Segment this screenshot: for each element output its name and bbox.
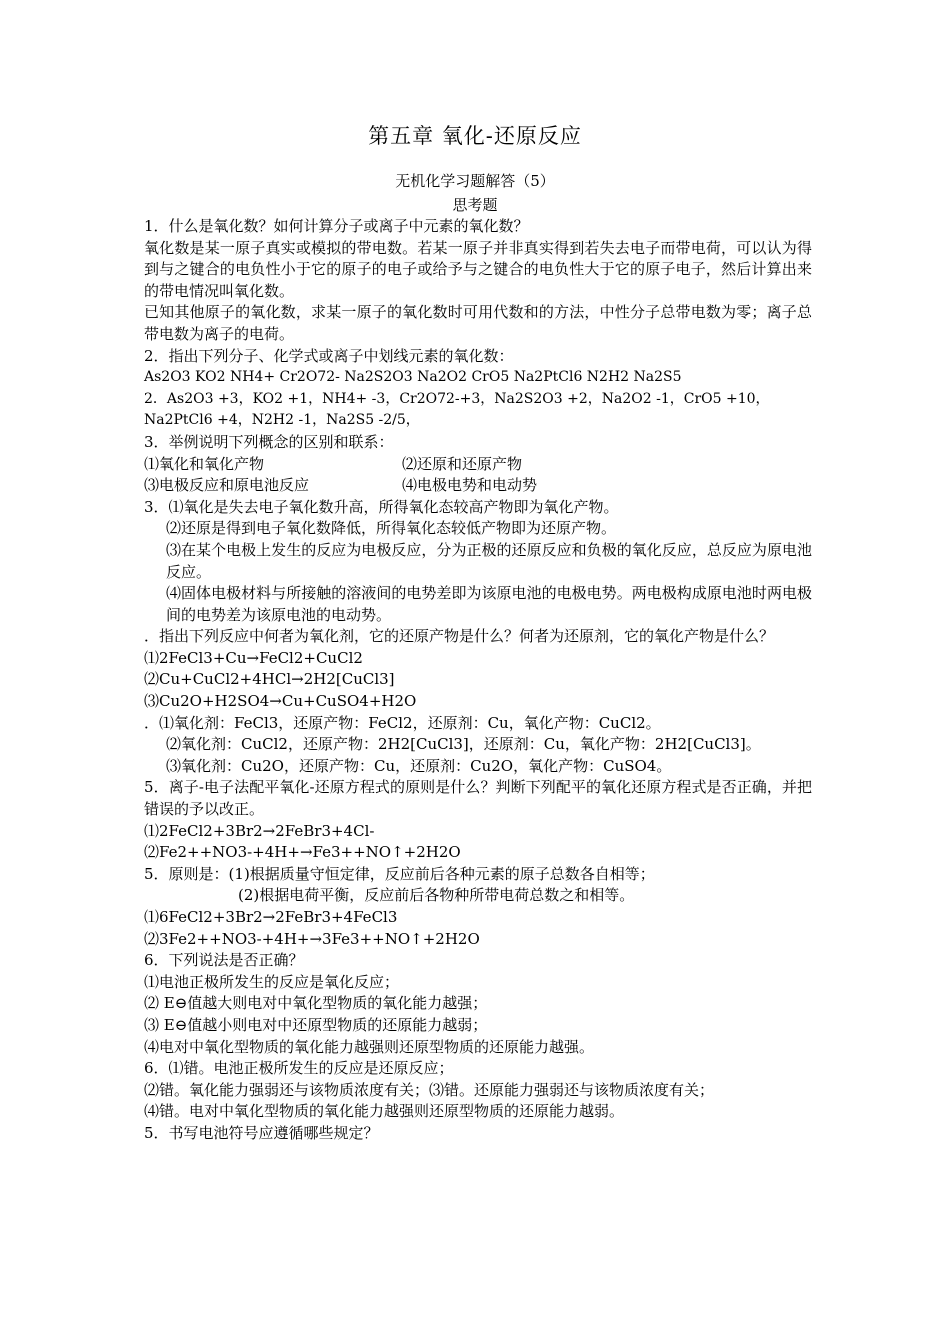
question-6-item-4: ⑷电对中氧化型物质的氧化能力越强则还原型物质的还原能力越强。 — [144, 1037, 595, 1056]
answer-3-item-2: ⑵还原是得到电子氧化数降低，所得氧化态较低产物即为还原产物。 — [166, 519, 617, 538]
answer-3-item-4: ⑷固体电极材料与所接触的溶液间的电势差即为该原电池的电极电势。两电极构成原电池时两电极间的电势差为该原电池的电动势。 — [166, 584, 812, 624]
answer-4-item-1: ．⑴氧化剂：FeCl3，还原产物：FeCl2，还原剂：Cu，氧化产物：CuCl2。 — [144, 713, 661, 732]
answer-6-item-4: ⑷错。电对中氧化型物质的氧化能力越强则还原型物质的还原能力越弱。 — [144, 1102, 625, 1121]
document-body — [144, 216, 812, 1145]
question-4: ．指出下列反应中何者为氧化剂，它的还原产物是什么？何者为还原剂，它的氧化产物是什么？ — [144, 627, 775, 646]
question-3-items-row-2 — [144, 475, 812, 497]
question-2: 2．指出下列分子、化学式或离子中划线元素的氧化数： — [144, 346, 514, 365]
question-4-reaction-2: ⑵Cu+CuCl2+4HCl→2H2[CuCl3] — [144, 670, 395, 689]
answer-3-item-3: ⑶在某个电极上发生的反应为电极反应，分为正极的还原反应和负极的氧化反应，总反应为原电池反应。 — [166, 540, 812, 581]
question-6: 6．下列说法是否正确？ — [144, 951, 304, 970]
question-3-items-row-1 — [144, 454, 812, 476]
question-5-equation-1: ⑴2FeCl2+3Br2→2FeBr3+4Cl- — [144, 821, 375, 840]
answer-5-principle-1: 5．原则是：(1)根据质量守恒定律，反应前后各种元素的原子总数各自相等； — [144, 864, 655, 883]
question-7: 5．书写电池符号应遵循哪些规定？ — [144, 1123, 379, 1142]
document-subtitle: 无机化学习题解答（5） — [395, 172, 555, 190]
answer-1-paragraph-2: 已知其他原子的氧化数，求某一原子的氧化数时可用代数和的方法，中性分子总带电数为零；离子总带电数为离子的电荷。 — [144, 303, 812, 343]
question-3-item-4: ⑷电极电势和电动势 — [402, 476, 538, 495]
answer-5-principle-2: (2)根据电荷平衡，反应前后各物种所带电荷总数之和相等。 — [238, 886, 635, 905]
answer-4-item-3: ⑶氧化剂：Cu2O，还原产物：Cu，还原剂：Cu2O，氧化产物：CuSO4。 — [166, 756, 672, 775]
question-5-equation-2: ⑵Fe2++NO3-+4H+→Fe3++NO↑+2H2O — [144, 843, 461, 862]
question-1: 1．什么是氧化数？如何计算分子或离子中元素的氧化数？ — [144, 217, 529, 235]
question-2-formulas: As2O3 KO2 NH4+ Cr2O72- Na2S2O3 Na2O2 CrO5 Na2PtCl6 N2H2 Na2S5 — [144, 369, 682, 386]
answer-3-item-1: 3．⑴氧化是失去电子氧化数升高，所得氧化态较高产物即为氧化产物。 — [144, 497, 619, 516]
answer-5-equation-1: ⑴6FeCl2+3Br2→2FeBr3+4FeCl3 — [144, 908, 398, 926]
answer-1-paragraph-1: 氧化数是某一原子真实或模拟的带电数。若某一原子并非真实得到若失去电子而带电荷，可以认为得到与之键合的电负性小于它的原子的电子或给予与之键合的电负性大于它的原子电子，然后计算出来的带电情况叫氧化数。 — [144, 238, 812, 300]
answer-6-item-1: 6．⑴错。电池正极所发生的反应是还原反应； — [144, 1059, 454, 1078]
question-3-item-3: ⑶电极反应和原电池反应 — [144, 476, 310, 495]
question-6-item-3: ⑶ E⊖值越小则电对中还原型物质的还原能力越弱； — [144, 1015, 488, 1034]
question-6-item-1: ⑴电池正极所发生的反应是氧化反应； — [144, 972, 400, 991]
question-5: 5．离子-电子法配平氧化-还原方程式的原则是什么？判断下列配平的氧化还原方程式是否正确，并把错误的予以改正。 — [144, 778, 812, 819]
answer-6-items-2-3: ⑵错。氧化能力强弱还与该物质浓度有关；⑶错。还原能力强弱还与该物质浓度有关； — [144, 1080, 715, 1099]
question-6-item-2: ⑵ E⊖值越大则电对中氧化型物质的氧化能力越强； — [144, 994, 488, 1013]
chapter-title: 第五章 氧化-还原反应 — [368, 124, 582, 148]
question-3-item-2: ⑵还原和还原产物 — [402, 454, 523, 473]
question-3-item-1: ⑴氧化和氧化产物 — [144, 454, 265, 473]
question-3: 3．举例说明下列概念的区别和联系： — [144, 432, 394, 451]
answer-5-equation-2: ⑵3Fe2++NO3-+4H+→3Fe3++NO↑+2H2O — [144, 929, 480, 948]
answer-2-line-2: Na2PtCl6 +4，N2H2 -1，Na2S5 -2/5， — [144, 412, 420, 429]
question-4-reaction-1: ⑴2FeCl3+Cu→FeCl2+CuCl2 — [144, 648, 363, 667]
answer-4-item-2: ⑵氧化剂：CuCl2，还原产物：2H2[CuCl3]，还原剂：Cu，氧化产物：2H2[CuCl3]。 — [166, 735, 761, 754]
section-heading: 思考题 — [452, 196, 498, 214]
question-4-reaction-3: ⑶Cu2O+H2SO4→Cu+CuSO4+H2O — [144, 692, 417, 711]
answer-2-line-1: 2．As2O3 +3，KO2 +1，NH4+ -3，Cr2O72-+3，Na2S2O3 +2，Na2O2 -1，CrO5 +10， — [144, 390, 770, 407]
